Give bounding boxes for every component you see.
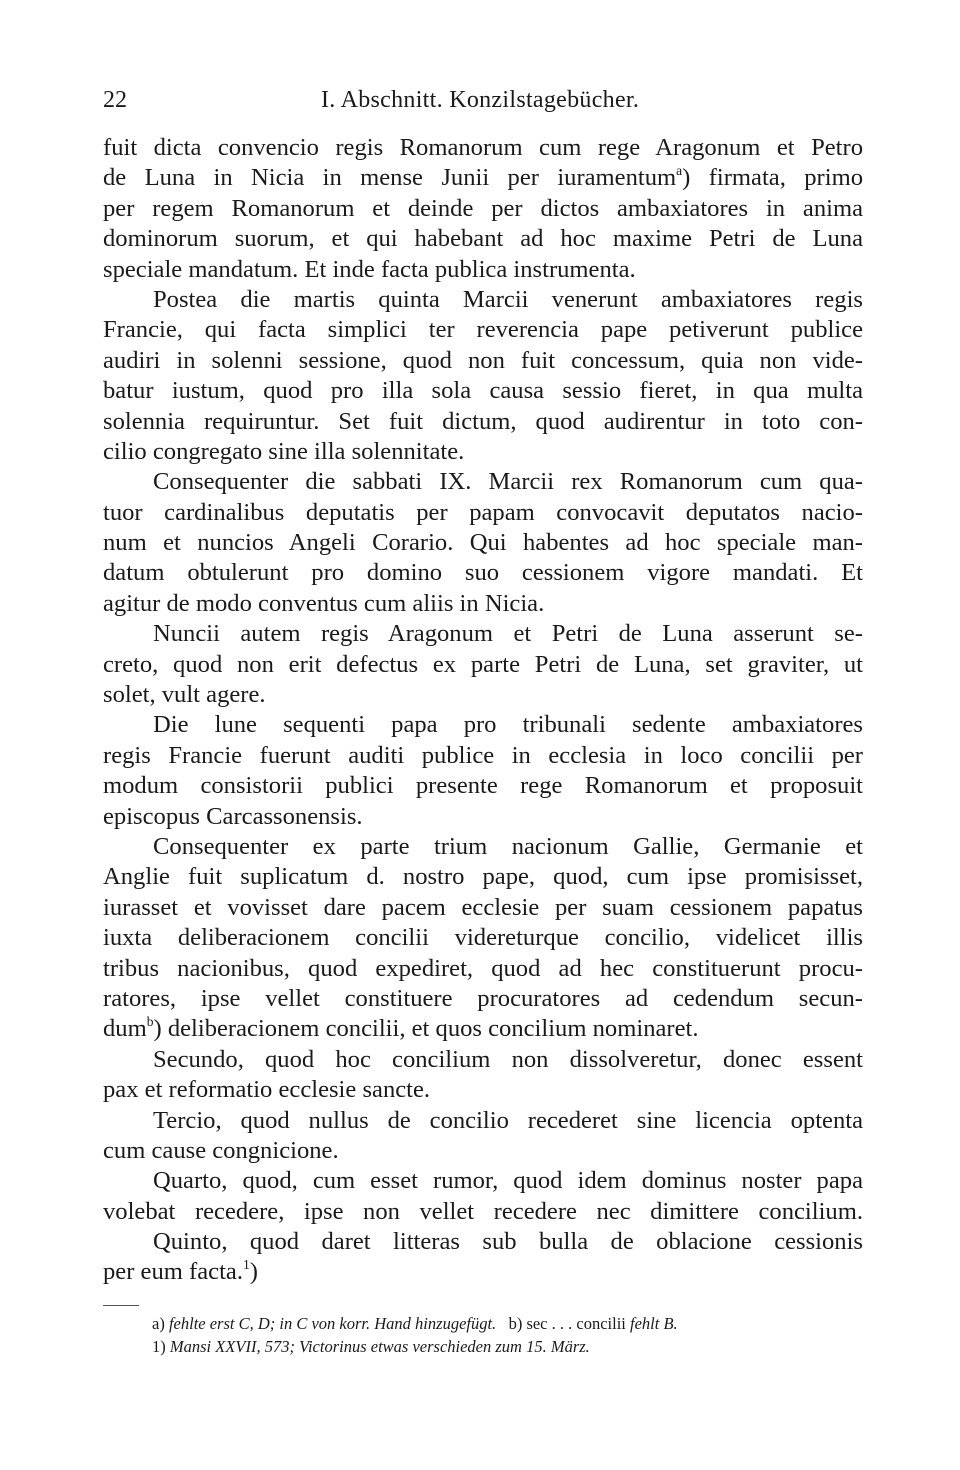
text-line: Quinto, quod daret litteras sub bulla de oblacione cessionis	[153, 1228, 863, 1256]
main-text	[103, 133, 863, 1288]
text-line: regis Francie fuerunt auditi publice in ecclesia in loco concilii per	[103, 741, 863, 769]
text-line: dum$^b$) deliberacionem concilii, et quos concilium nominaret.	[103, 1014, 699, 1043]
text-line: Francie, qui facta simplici ter reverencia pape petiverunt publice	[103, 316, 863, 344]
footnote-text: fehlt B.	[630, 1314, 678, 1333]
text-line: per regem Romanorum et deinde per dictos ambaxiatores in anima	[103, 194, 863, 222]
page-number: 22	[103, 87, 127, 113]
footnote-rule	[103, 1305, 139, 1306]
text-line: Postea die martis quinta Marcii venerunt ambaxiatores regis	[153, 285, 863, 313]
text-line: datum obtulerunt pro domino suo cessionem vigore mandati. Et	[103, 559, 863, 587]
text-line: Die lune sequenti papa pro tribunali sedente ambaxiatores	[153, 711, 863, 739]
text-line: ratores, ipse vellet constituere procuratores ad cedendum secun-	[103, 984, 863, 1012]
footnote-source	[152, 1335, 842, 1358]
text-line: Nuncii autem regis Aragonum et Petri de Luna asserunt se-	[153, 620, 863, 648]
text-line: creto, quod non erit defectus ex parte Petri de Luna, set graviter, ut	[103, 650, 863, 678]
text-line: tuor cardinalibus deputatis per papam convocavit deputatos nacio-	[103, 498, 863, 526]
text-line: Consequenter ex parte trium nacionum Gallie, Germanie et	[153, 832, 863, 860]
footnote-ref-a: a	[676, 163, 683, 179]
text-line: tribus nacionibus, quod expediret, quod ad hec constituerunt procu-	[103, 954, 863, 982]
text-line: Secundo, quod hoc concilium non dissolveretur, donec essent	[153, 1045, 863, 1073]
text-line: Quarto, quod, cum esset rumor, quod idem dominus noster papa	[153, 1167, 863, 1195]
text-line: batur iustum, quod pro illa sola causa sessio fieret, in qua multa	[103, 377, 863, 405]
text-line: solennia requiruntur. Set fuit dictum, quod audirentur in toto con-	[103, 407, 863, 435]
text-line: agitur de modo conventus cum aliis in Nicia.	[103, 589, 545, 617]
footnote-mark: b)	[508, 1314, 523, 1333]
footnote-text: Mansi XXVII, 573; Victorinus etwas verschieden zum 15. März.	[169, 1337, 590, 1356]
text-line: de Luna in Nicia in mense Junii per iuramentum$^a$) firmata, primo	[103, 163, 863, 192]
text-line: dominorum suorum, et qui habebant ad hoc maxime Petri de Luna	[103, 225, 863, 253]
text-line: Anglie fuit suplicatum d. nostro pape, quod, cum ipse promisisset,	[103, 863, 863, 891]
running-head: I. Abschnitt. Konzilstagebücher.	[321, 87, 640, 113]
text-line: pax et reformatio ecclesie sancte.	[103, 1076, 431, 1104]
footnote-text: sec . . . concilii	[526, 1314, 626, 1333]
text-line: fuit dicta convencio regis Romanorum cum rege Aragonum et Petro	[103, 134, 863, 161]
text-line: episcopus Carcassonensis.	[103, 802, 363, 830]
footnote-text: fehlte erst C, D; in C von korr. Hand hinzugefügt.	[168, 1314, 497, 1333]
text-line: speciale mandatum. Et inde facta publica instrumenta.	[103, 255, 636, 283]
footnote-apparatus	[152, 1312, 842, 1335]
text-line: cilio congregato sine illa solennitate.	[103, 437, 465, 465]
page-header	[103, 82, 863, 118]
text-line: audiri in solenni sessione, quod non fuit concessum, quia non vide-	[103, 346, 863, 374]
text-line: iurasset et vovisset dare pacem ecclesie per suam cessionem papatus	[103, 893, 863, 921]
text-line: Tercio, quod nullus de concilio recederet sine licencia optenta	[153, 1106, 863, 1134]
footnote-ref-b: b	[146, 1014, 154, 1030]
footnote-mark: 1)	[152, 1337, 166, 1356]
footnote-mark: a)	[152, 1314, 165, 1333]
footnote-ref-1: 1	[242, 1257, 250, 1273]
text-line: volebat recedere, ipse non vellet recedere nec dimittere concilium.	[103, 1197, 863, 1225]
text-line: cum cause congnicione.	[103, 1136, 339, 1164]
footnotes	[152, 1312, 842, 1358]
text-line: Consequenter die sabbati IX. Marcii rex Romanorum cum qua-	[153, 468, 863, 496]
text-line: solet, vult agere.	[103, 681, 266, 709]
text-line: iuxta deliberacionem concilii videreturque concilio, videlicet illis	[103, 924, 863, 952]
text-line: modum consistorii publici presente rege Romanorum et proposuit	[103, 772, 863, 800]
text-line: per eum facta.$^1$)	[103, 1257, 258, 1286]
text-line: num et nuncios Angeli Corario. Qui habentes ad hoc speciale man-	[103, 529, 863, 557]
